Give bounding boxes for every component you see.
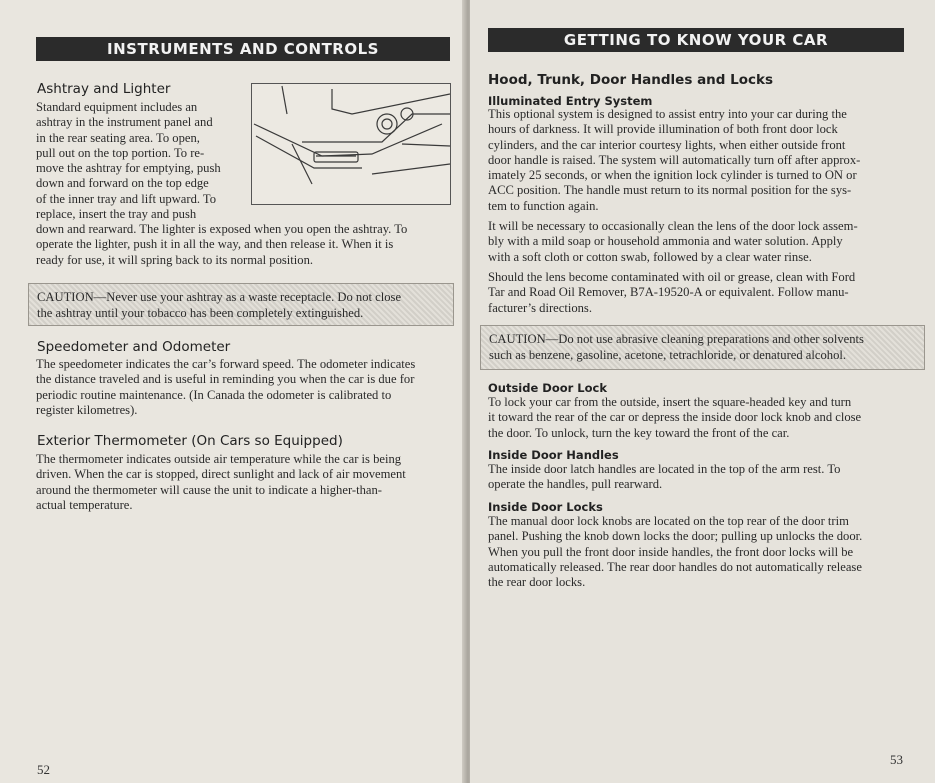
inside-locks-text bbox=[488, 514, 928, 590]
text-line: register kilometres). bbox=[36, 402, 138, 417]
text-line: operate the lighter, push it in all the way, and then release it. When it is bbox=[36, 237, 394, 252]
lens-cleaning-text bbox=[488, 219, 928, 265]
text-line: facturer’s directions. bbox=[488, 300, 592, 315]
ashtray-caution-box bbox=[28, 283, 454, 326]
text-line: bly with a mild soap or household ammonia and water solution. Apply bbox=[488, 234, 843, 249]
right-page bbox=[470, 0, 935, 783]
ashtray-drawing bbox=[252, 84, 450, 204]
inside-handles-subheading: Inside Door Handles bbox=[488, 448, 619, 462]
caution-line: the ashtray until your tobacco has been completely extinguished. bbox=[37, 306, 364, 320]
text-line: of the inner tray and lift upward. To bbox=[36, 191, 217, 206]
thermometer-text bbox=[36, 452, 461, 513]
text-line: pull out on the top portion. To re- bbox=[36, 145, 205, 160]
caution-line: CAUTION—Never use your ashtray as a waste receptacle. Do not close bbox=[37, 290, 402, 304]
text-line: the distance traveled and is useful in reminding you when the car is due for bbox=[36, 372, 415, 387]
page-number: 53 bbox=[890, 752, 903, 767]
text-line: cylinders, and the car interior courtesy lights, when either outside front bbox=[488, 137, 846, 152]
section-banner: GETTING TO KNOW YOUR CAR bbox=[488, 28, 904, 52]
text-line: around the thermometer will cause the unit to indicate a higher-than- bbox=[36, 482, 382, 497]
text-line: the door. To unlock, turn the key toward the front of the car. bbox=[488, 425, 790, 440]
text-line: periodic routine maintenance. (In Canada the odometer is calibrated to bbox=[36, 387, 392, 402]
text-line: The inside door latch handles are located in the top of the arm rest. To bbox=[488, 462, 841, 476]
text-line: the rear door locks. bbox=[488, 575, 586, 590]
lens-caution-box bbox=[480, 325, 925, 370]
text-line: replace, insert the tray and push bbox=[36, 207, 197, 222]
outside-lock-subheading: Outside Door Lock bbox=[488, 381, 607, 395]
text-line: driven. When the car is stopped, direct sunlight and lack of air movement bbox=[36, 467, 406, 482]
text-line: actual temperature. bbox=[36, 497, 133, 512]
ashtray-heading: Ashtray and Lighter bbox=[37, 81, 171, 97]
ashtray-text-wide bbox=[36, 222, 456, 268]
text-line: in the rear seating area. To open, bbox=[36, 130, 200, 145]
text-line: Standard equipment includes an bbox=[36, 100, 198, 114]
text-line: operate the handles, pull rearward. bbox=[488, 477, 663, 492]
text-line: To lock your car from the outside, insert the square-headed key and turn bbox=[488, 395, 852, 409]
inside-locks-subheading: Inside Door Locks bbox=[488, 500, 603, 514]
text-line: The manual door lock knobs are located on the top rear of the door trim bbox=[488, 514, 849, 528]
text-line: ready for use, it will spring back to its normal position. bbox=[36, 252, 314, 267]
text-line: automatically released. The rear door handles do not automatically release bbox=[488, 559, 862, 574]
text-line: down and rearward. The lighter is exposed when you open the ashtray. To bbox=[36, 222, 408, 236]
speedometer-heading: Speedometer and Odometer bbox=[37, 339, 231, 355]
text-line: hours of darkness. It will provide illumination of both front door lock bbox=[488, 122, 838, 137]
text-line: When you pull the front door inside handles, the front door locks will be bbox=[488, 544, 854, 559]
entry-subheading: Illuminated Entry System bbox=[488, 94, 653, 108]
text-line: Should the lens become contaminated with oil or grease, clean with Ford bbox=[488, 270, 856, 284]
text-line: The speedometer indicates the car’s forward speed. The odometer indicates bbox=[36, 357, 416, 371]
text-line: ACC position. The handle must return to its normal position for the sys- bbox=[488, 183, 852, 198]
text-line: tem to function again. bbox=[488, 198, 599, 213]
text-line: with a soft cloth or cotton swab, followed by a clear water rinse. bbox=[488, 249, 812, 264]
caution-line: such as benzene, gasoline, acetone, tetrachloride, or denatured alcohol. bbox=[489, 348, 847, 362]
text-line: The thermometer indicates outside air temperature while the car is being bbox=[36, 452, 402, 466]
inside-handles-text bbox=[488, 462, 928, 493]
page-number: 52 bbox=[37, 762, 50, 777]
thermometer-heading: Exterior Thermometer (On Cars so Equipped) bbox=[37, 433, 343, 449]
hood-locks-heading: Hood, Trunk, Door Handles and Locks bbox=[488, 72, 774, 88]
text-line: This optional system is designed to assist entry into your car during the bbox=[488, 107, 847, 121]
outside-lock-text bbox=[488, 395, 928, 441]
text-line: it toward the rear of the car or depress the inside door lock knob and close bbox=[488, 410, 862, 425]
ashtray-text-narrow bbox=[36, 100, 251, 222]
left-page bbox=[0, 0, 465, 783]
text-line: move the ashtray for emptying, push bbox=[36, 161, 221, 176]
text-line: It will be necessary to occasionally clean the lens of the door lock assem- bbox=[488, 219, 858, 233]
ashtray-illustration bbox=[251, 83, 451, 205]
caution-line: CAUTION—Do not use abrasive cleaning preparations and other solvents bbox=[489, 332, 864, 346]
text-line: door handle is raised. The system will automatically turn off after approx- bbox=[488, 152, 861, 167]
text-line: ashtray in the instrument panel and bbox=[36, 115, 213, 130]
text-line: panel. Pushing the knob down locks the door; pulling up unlocks the door. bbox=[488, 529, 863, 544]
text-line: imately 25 seconds, or when the ignition lock cylinder is turned to ON or bbox=[488, 168, 857, 183]
speedometer-text bbox=[36, 357, 461, 418]
entry-text bbox=[488, 107, 928, 214]
text-line: down and forward on the top edge bbox=[36, 176, 209, 191]
text-line: Tar and Road Oil Remover, B7A-19520-A or equivalent. Follow manu- bbox=[488, 285, 849, 300]
section-banner: INSTRUMENTS AND CONTROLS bbox=[36, 37, 450, 61]
lens-contamination-text bbox=[488, 270, 928, 316]
